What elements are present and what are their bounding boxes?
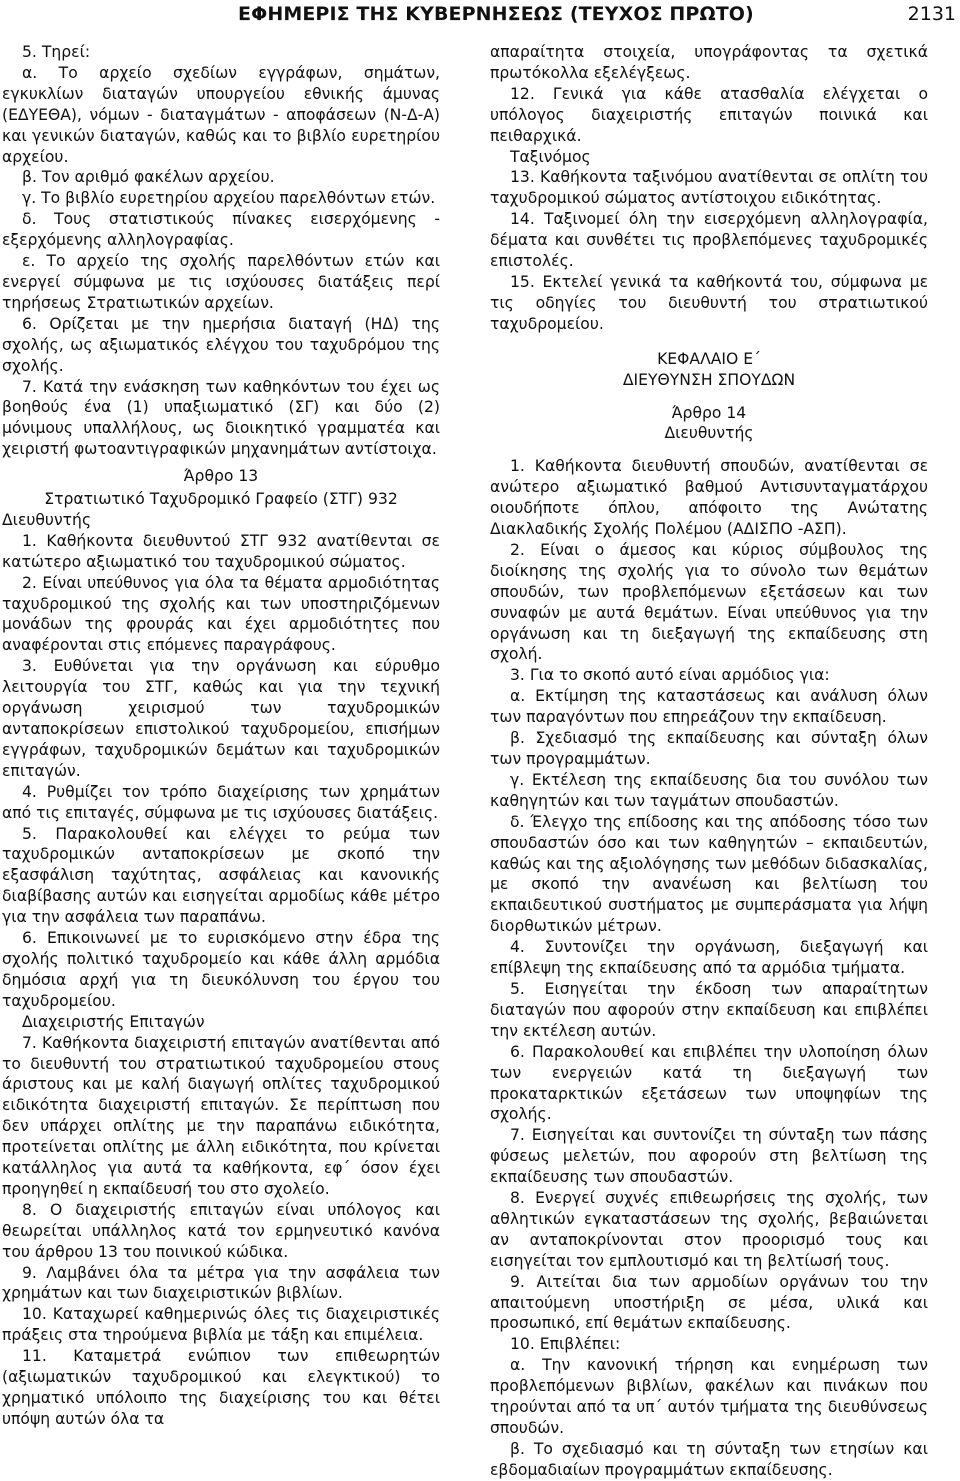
paragraph: 8. Ενεργεί συχνές επιθεωρήσεις της σχολής, των αθλητικών εγκαταστάσεων της σχολής, βεβαιώνεται αν ανταποκρίνονται στον προορισμό τους και εισηγείται τον εμπλουτισμό και τη βελτίωσή τους. [490,1189,928,1270]
paragraph: 10. Επιβλέπει: [510,1335,621,1354]
paragraph: 9. Λαμβάνει όλα τα μέτρα για την ασφάλεια των χρημάτων και των διαχειριστικών βιβλίων. [2,1263,440,1303]
paragraph: 3. Ευθύνεται για την οργάνωση και εύρυθμο λειτουργία του ΣΤΓ, καθώς και για την τεχνική οργάνωση χειρισμού των ταχυδρομικών ανταποκρίσεων επιστολικού ταχυδρομείου, επισήμων εγγράφων, ταχυδρομικών δεμάτων και ταχυδρομικών επιταγών. [2,657,440,780]
page-header [0,3,960,29]
paragraph: 11. Καταμετρά ενώπιον των επιθεωρητών (αξιωματικών ταχυδρομικού και ελεγκτικού) το χρηματικό υπόλοιπο της διαχείρισης του και θέτει υπόψη αυτών όλα τα [2,1347,440,1428]
paragraph: 4. Ρυθμίζει τον τρόπο διαχείρισης των χρημάτων από τις επιταγές, σύμφωνα με τις ισχύουσες διατάξεις. [2,782,440,822]
article-title: Διευθυντής [664,424,754,443]
paragraph: 4. Συντονίζει την οργάνωση, διεξαγωγή και επίβλεψη της εκπαίδευσης από τα αρμόδια τμήματα. [490,938,928,978]
paragraph: α. Εκτίμηση της καταστάσεως και ανάλυση όλων των παραγόντων που επηρεάζουν την εκπαίδευση. [490,687,928,727]
paragraph: 7. Εισηγείται και συντονίζει τη σύνταξη των πάσης φύσεως μελετών, που αφορούν στη βελτίωση της εκπαίδευσης των σπουδαστών. [490,1126,928,1187]
paragraph: δ. Έλεγχο της επίδοσης και της απόδοσης τόσο των σπουδαστών όσο και των καθηγητών – εκπαιδευτών, καθώς και της αξιολόγησης των μεθόδων διδασκαλίας, με σκοπό την ανανέωση και βελτίωση του εκπαιδευτικού συστήματος με συμπεράσματα για λήψη διορθωτικών μέτρων. [490,812,928,936]
paragraph: δ. Τους στατιστικούς πίνακες εισερχόμενης - εξερχόμενης αλληλογραφίας. [2,210,440,250]
paragraph: γ. Εκτέλεση της εκπαίδευσης δια του συνόλου των καθηγητών και των ταγμάτων σπουδαστών. [490,770,928,810]
paragraph: 15. Εκτελεί γενικά τα καθήκοντά του, σύμφωνα με τις οδηγίες του διευθυντή του στρατιωτικού ταχυδρομείου. [490,272,928,333]
paragraph: 1. Καθήκοντα διευθυντή σπουδών, ανατίθενται σε ανώτερο αξιωματικό βαθμού Αντισυνταγματάρχου οιουδήποτε όπλου, απόφοιτο της Ανώτατης Διακλαδικής Σχολής Πολέμου (ΑΔΙΣΠΟ -ΑΣΠ). [490,457,928,539]
right-column [490,42,928,1481]
paragraph: α. Το αρχείο σχεδίων εγγράφων, σημάτων, εγκυκλίων διαταγών υπουργείου εθνικής άμυνας (ΕΔΥΕΘΑ), νόμων - διαταγμάτων - αποφάσεων (Ν-Δ-Α) και γενικών διαταγών, καθώς και το βιβλίο ευρετηρίου αρχείου. [2,63,440,166]
paragraph: 6. Ορίζεται με την ημερήσια διαταγή (ΗΔ) της σχολής, ως αξιωματικός ελέγχου του ταχυδρόμου της σχολής. [2,314,440,375]
paragraph: γ. Το βιβλίο ευρετηρίου αρχείου παρελθόντων ετών. [22,189,436,208]
article-title: Στρατιωτικό Ταχυδρομικό Γραφείο (ΣΤΓ) 932 [44,490,398,509]
chapter-title: ΔΙΕΥΘΥΝΣΗ ΣΠΟΥΔΩΝ [622,370,796,389]
paragraph: 5. Εισηγείται την έκδοση των απαραίτητων διαταγών που αφορούν στην εκπαίδευση και επιβλέπει την εκτέλεση αυτών. [490,979,928,1040]
paragraph: 5. Παρακολουθεί και ελέγχει το ρεύμα των ταχυδρομικών ανταποκρίσεων με σκοπό την εξασφάλιση ταχύτητας, ασφάλειας και κανονικής διαβίβασης αυτών και εισηγείται αρμοδίως κάθε μέτρο για την ασφάλεια των παραπάνω. [2,824,440,927]
paragraph: 6. Παρακολουθεί και επιβλέπει την υλοποίηση όλων των ενεργειών κατά τη διεξαγωγή των προκαταρκτικών εξετάσεων των υποψηφίων της σχολής. [490,1042,928,1124]
paragraph: α. Την κανονική τήρηση και ενημέρωση των προβλεπόμενων βιβλίων, φακέλων και πινάκων που τηρούνται από τα υπ΄ αυτόν τμήματα της διευθύνσεως σπουδών. [490,1356,928,1437]
section-subheading: Διευθυντής [2,510,92,529]
paragraph: 7. Κατά την ενάσκηση των καθηκόντων του έχει ως βοηθούς ένα (1) υπαξιωματικό (ΣΓ) και δύο (2) μόνιμους υπαλλήλους, ως διοικητικό γραμματέα και χειριστή φωτοαντιγραφικών μηχανημάτων αντίστοιχα. [2,377,440,459]
section-subheading: Διαχειριστής Επιταγών [22,1012,205,1031]
paragraph: ε. Το αρχείο της σχολής παρελθόντων ετών και ενεργεί σύμφωνα με τις ισχύουσες διατάξεις περί τηρήσεως Στρατιωτικών αρχείων. [2,252,440,312]
paragraph: 3. Για το σκοπό αυτό είναι αρμόδιος για: [510,666,830,685]
paragraph: β. Το σχεδιασμό και τη σύνταξη των ετησίων και εβδομαδιαίων προγραμμάτων εκπαίδευσης. [490,1439,928,1479]
paragraph: 13. Καθήκοντα ταξινόμου ανατίθενται σε οπλίτη του ταχυδρομικού σώματος αντίστοιχου ειδικότητας. [490,168,928,208]
paragraph: 9. Αιτείται δια των αρμοδίων οργάνων του την απαιτούμενη υποστήριξη σε μέσα, υλικά και προσωπικό, επί θεμάτων εκπαίδευσης. [490,1272,928,1333]
paragraph: απαραίτητα στοιχεία, υπογράφοντας τα σχετικά πρωτόκολλα εξελέγξεως. [490,43,928,82]
paragraph: 2. Είναι ο άμεσος και κύριος σύμβουλος της διοίκησης της σχολής για το σύνολο των θεμάτων σπουδών, των προβλεπόμενων εξετάσεων και των συναφών με αυτά θεμάτων. Είναι υπεύθυνος για την οργάνωση και τη διεξαγωγή της εκπαίδευσης στη σχολή. [490,540,928,664]
paragraph: 5. Τηρεί: [22,43,91,61]
paragraph: 1. Καθήκοντα διευθυντού ΣΤΓ 932 ανατίθενται σε κατώτερο αξιωματικό του ταχυδρομικού σώματος. [2,531,440,571]
paragraph: 8. Ο διαχειριστής επιταγών είναι υπόλογος και θεωρείται υπάλληλος κατά τον ερμηνευτικό κανόνα του άρθρου 13 του ποινικού κώδικα. [2,1200,440,1261]
section-subheading: Ταξινόμος [510,147,591,166]
paragraph: 12. Γενικά για κάθε ατασθαλία ελέγχεται ο υπόλογος διαχειριστής επιταγών ποινικά και πειθαρχικά. [490,84,928,145]
paragraph: 6. Επικοινωνεί με το ευρισκόμενο στην έδρα της σχολής πολιτικό ταχυδρομείο και κάθε άλλη αρμόδια δημόσια αρχή για τη διευκόλυνση του έργου του ταχυδρομείου. [2,929,440,1010]
paragraph: β. Τον αριθμό φακέλων αρχείου. [22,168,275,187]
chapter-heading: ΚΕΦΑΛΑΙΟ Ε΄ [657,349,761,368]
paragraph: 7. Καθήκοντα διαχειριστή επιταγών ανατίθενται από το διευθυντή του στρατιωτικού ταχυδρομείου στους άριστους και με καλή διαγωγή οπλίτες ταχυδρομικού ειδικότητα διαχειριστή επιταγών. Σε περίπτωση που δεν υπάρχει οπλίτης με την παραπάνω ειδικότητα, προτείνεται οπλίτης με άλλη ειδικότητα, που κρίνεται κατάλληλος για αυτά τα καθήκοντα, εφ΄ όσον έχει προηγηθεί η εκπαίδευσή του στο σχολείο. [2,1033,440,1198]
paragraph: 10. Καταχωρεί καθημερινώς όλες τις διαχειριστικές πράξεις στα τηρούμενα βιβλία με τάξη και επιμέλεια. [2,1305,440,1345]
left-column [2,42,440,1430]
paragraph: β. Σχεδιασμό της εκπαίδευσης και σύνταξη όλων των προγραμμάτων. [490,729,928,768]
article-heading: Άρθρο 14 [671,403,747,422]
paragraph: 2. Είναι υπεύθυνος για όλα τα θέματα αρμοδιότητας ταχυδρομικού της σχολής και των υποστηριζόμενων μονάδων της φρουράς και έχει αρμοδιότητες που αναφέρονται στις επόμενες παραγράφους. [2,573,440,655]
paragraph: 14. Ταξινομεί όλη την εισερχόμενη αλληλογραφία, δέματα και συνθέτει τις προβλεπόμενες ταχυδρομικές επιστολές. [490,210,928,271]
page-number: 2131 [907,3,956,25]
article-heading: Άρθρο 13 [183,467,259,486]
gazette-title: ΕΦΗΜΕΡΙΣ ΤΗΣ ΚΥΒΕΡΝΗΣΕΩΣ (ΤΕΥΧΟΣ ΠΡΩΤΟ) [238,3,754,25]
